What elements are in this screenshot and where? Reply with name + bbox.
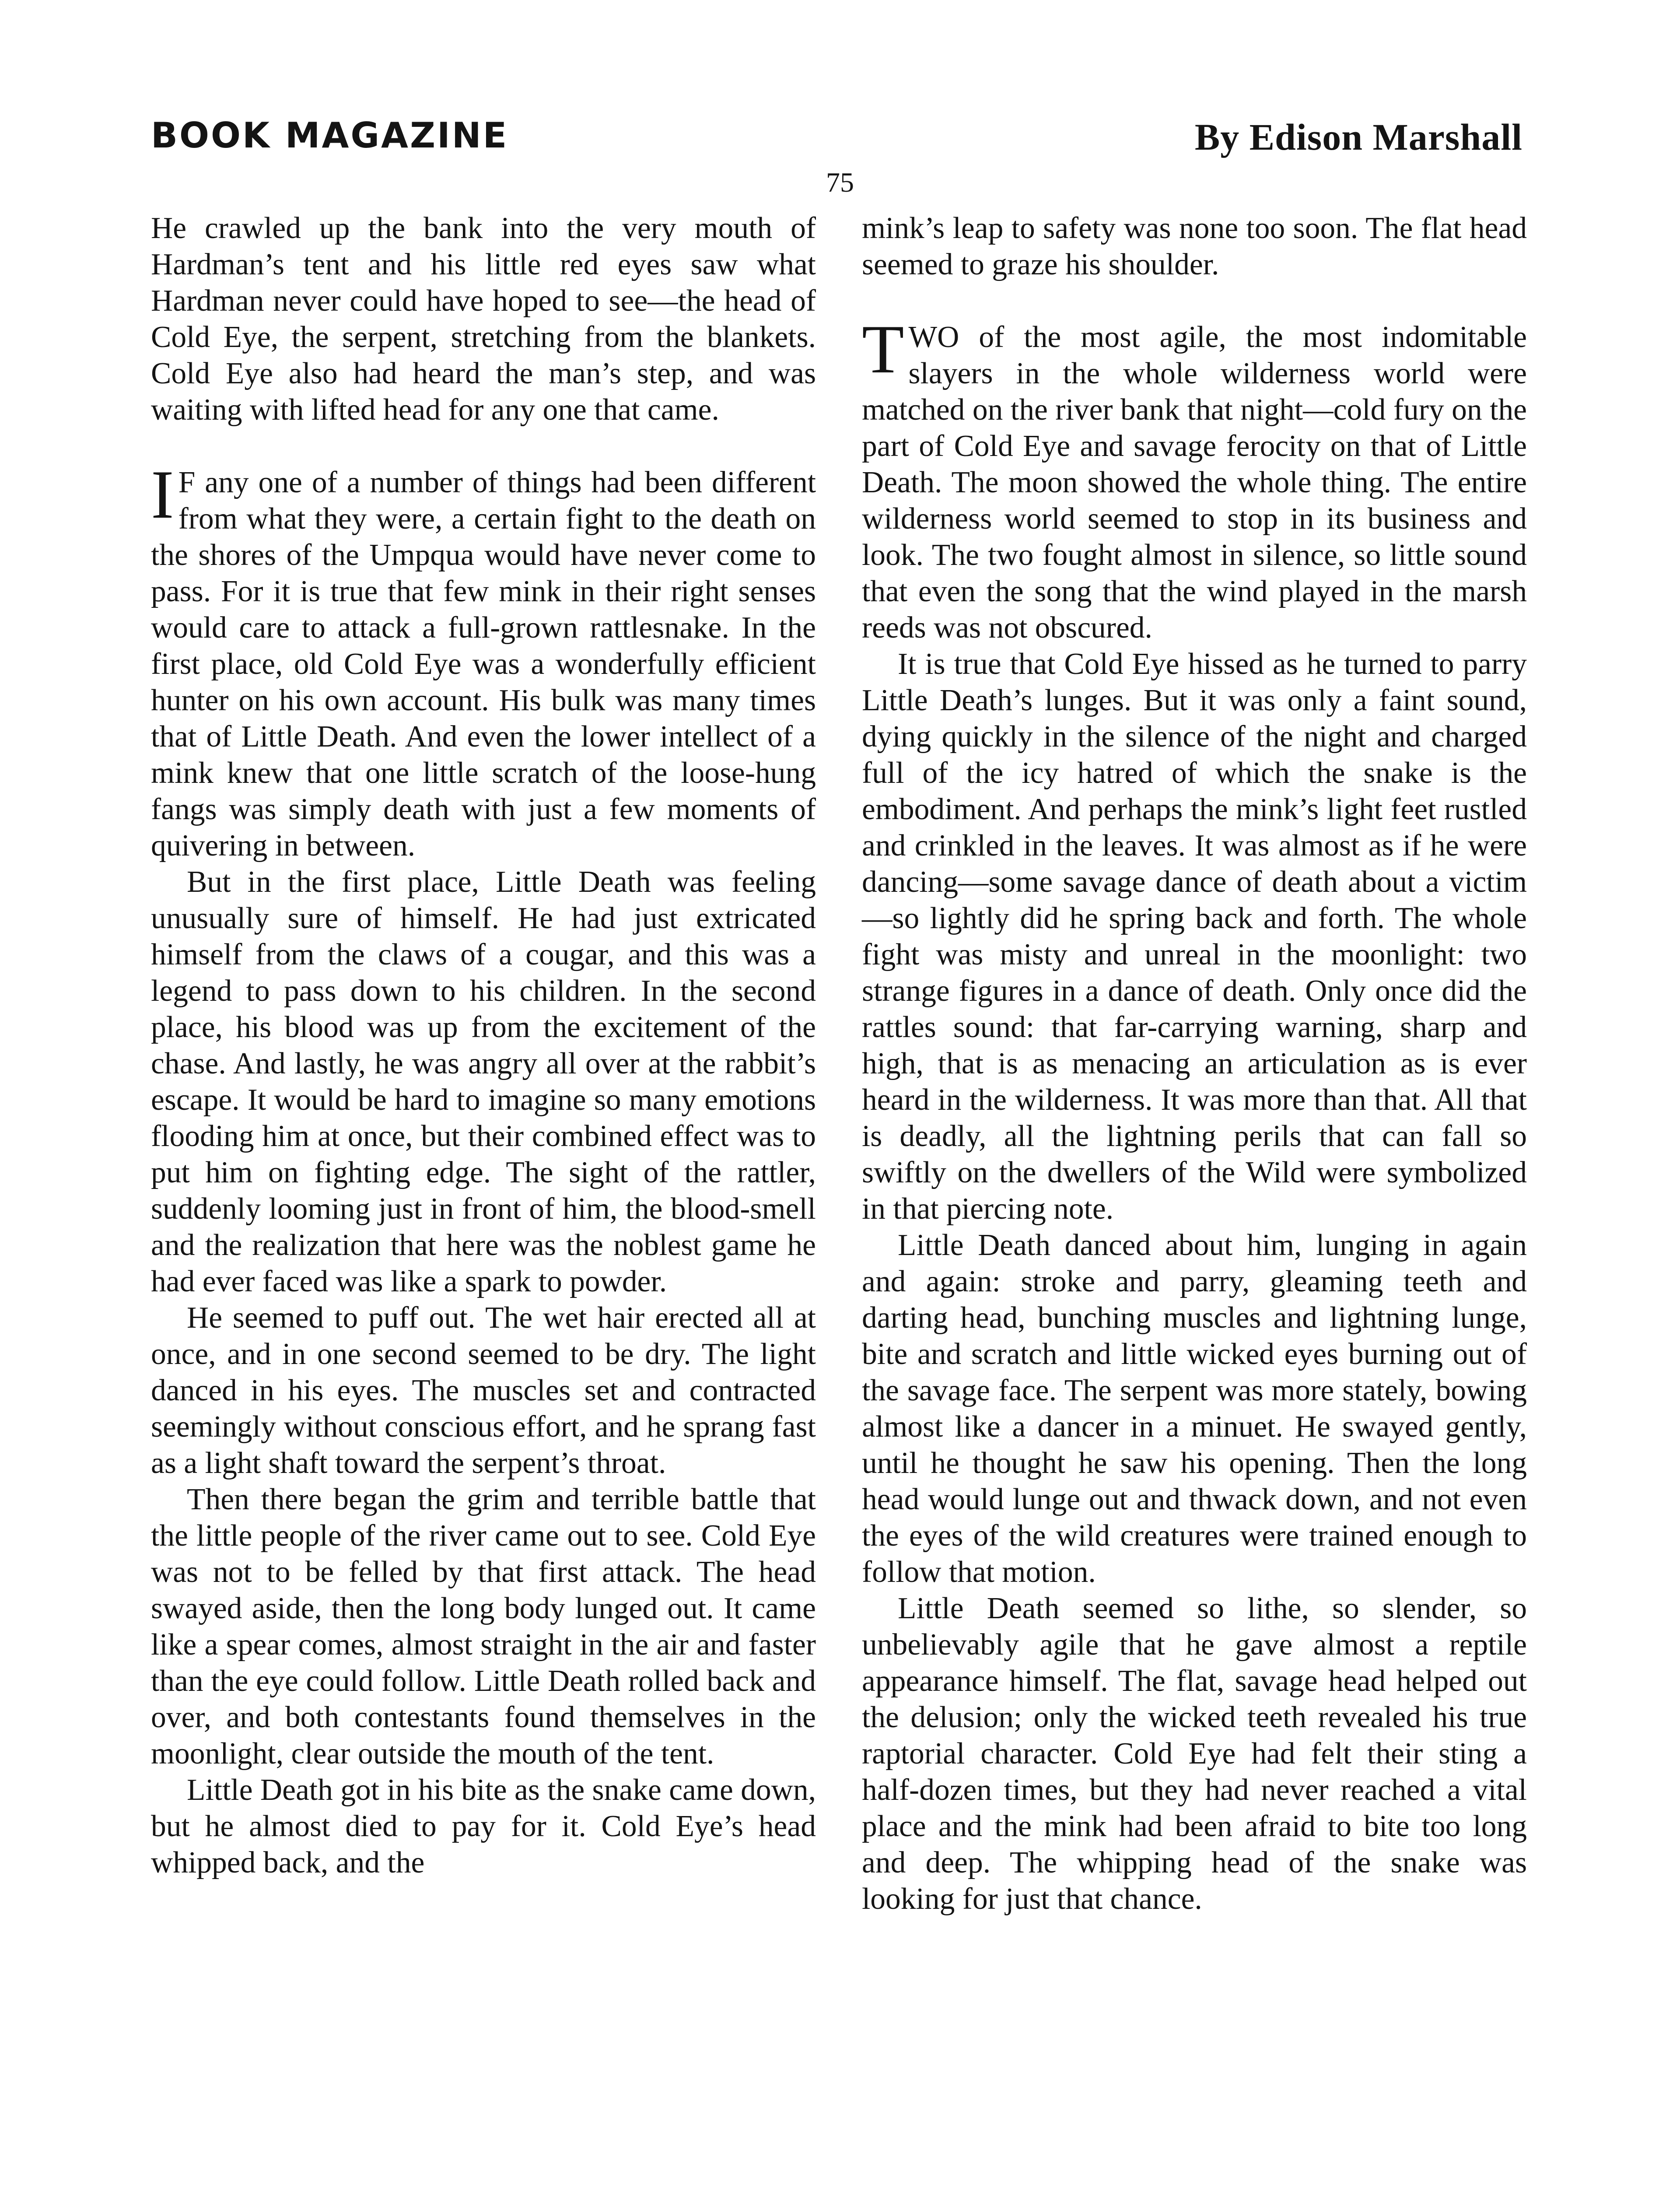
paragraph: Little Death got in his bite as the snake came down, but he almost died to pay for it. Cold Eye’s head whipped back, and the <box>151 1773 816 1879</box>
text-column-right <box>862 210 1527 1917</box>
paragraph-text: WO of the most agile, the most indomitable slayers in the whole wilderness world were matched on the river bank that night—cold fury on the part of Cold Eye and savage ferocity on that of Little Death. The moon showed the whole thing. The entire wilderness world seemed to stop in its business and look. The two fought almost in silence, so little sound that even the song that the wind played in the marsh reeds was not obscured. <box>862 320 1527 645</box>
section-paragraph <box>151 456 816 864</box>
paragraph-text: F any one of a number of things had been different from what they were, a certain fight to the death on the shores of the Umpqua would have never come to pass. For it is true that few mink in their right senses would care to attack a full-grown rattlesnake. In the first place, old Cold Eye was a wonderfully efficient hunter on his own account. His bulk was many times that of Little Death. And even the lower intellect of a mink knew that one little scratch of the loose-hung fangs was simply death with just a few moments of quivering in between. <box>151 466 816 863</box>
paragraph: He seemed to puff out. The wet hair erected all at once, and in one second seemed to be dry. The light danced in his eyes. The muscles set and contracted seemingly without conscious effort, and he sprang fast as a light shaft toward the serpent’s throat. <box>151 1301 816 1480</box>
author-byline: By Edison Marshall <box>1194 116 1522 158</box>
paragraph: But in the first place, Little Death was feeling unusually sure of himself. He had just extricated himself from the claws of a cougar, and this was a legend to pass down to his children. In the second place, his blood was up from the excitement of the chase. And lastly, he was angry all over at the rabbit’s escape. It would be hard to imagine so many emotions flooding him at once, but their combined effect was to put him on fighting edge. The sight of the rattler, suddenly looming just in front of him, the blood-smell and the realization that here was the noblest game he had ever faced was like a spark to powder. <box>151 865 816 1298</box>
paragraph: He crawled up the bank into the very mouth of Hardman’s tent and his little red eyes saw what Hardman never could have hoped to see—the head of Cold Eye, the serpent, stretching from the blankets. Cold Eye also had heard the man’s step, and was waiting with lifted head for any one that came. <box>151 211 816 427</box>
paragraph: mink’s leap to safety was none too soon. The flat head seemed to graze his shoulder. <box>862 211 1527 281</box>
paragraph: Then there began the grim and terrible battle that the little people of the river came out to see. Cold Eye was not to be felled by that first attack. The head swayed aside, then the long body lunged out. It came like a spear comes, almost straight in the air and faster than the eye could follow. Little Death rolled back and over, and both contestants found themselves in the moonlight, clear outside the mouth of the tent. <box>151 1483 816 1771</box>
paragraph: It is true that Cold Eye hissed as he turned to parry Little Death’s lunges. But it was only a faint sound, dying quickly in the silence of the night and charged full of the icy hatred of which the snake is the embodiment. And perhaps the mink’s light feet rustled and crinkled in the leaves. It was almost as if he were dancing—some savage dance of death about a victim—so lightly did he spring back and forth. The whole fight was misty and unreal in the moonlight: two strange figures in a dance of death. Only once did the rattles sound: that far-carrying warning, sharp and high, that is as menacing an articulation as is ever heard in the wilderness. It was more than that. All that is deadly, all the lightning perils that can fall so swiftly on the dwellers of the Wild were symbolized in that piercing note. <box>862 647 1527 1226</box>
paragraph: Little Death danced about him, lunging in again and again: stroke and parry, gleaming teeth and darting head, bunching muscles and lightning lunge, bite and scratch and little wicked eyes burning out of the savage face. The serpent was more stately, bowing almost like a dancer in a minuet. He swayed gently, until he thought he saw his opening. Then the long head would lunge out and thwack down, and not even the eyes of the wild creatures were trained enough to follow that motion. <box>862 1228 1527 1589</box>
section-paragraph <box>862 311 1527 646</box>
drop-cap: T <box>862 311 904 388</box>
text-column-left <box>151 210 816 1881</box>
publication-title: BOOK MAGAZINE <box>151 115 509 156</box>
drop-cap: I <box>151 456 174 533</box>
paragraph: Little Death seemed so lithe, so slender, so unbelievably agile that he gave almost a reptile appearance himself. The flat, savage head helped out the delusion; only the wicked teeth revealed his true raptorial character. Cold Eye had felt their sting a half-dozen times, but they had never reached a vital place and the mink had been afraid to bite too long and deep. The whipping head of the snake was looking for just that chance. <box>862 1592 1527 1916</box>
page-number: 75 <box>826 167 854 198</box>
